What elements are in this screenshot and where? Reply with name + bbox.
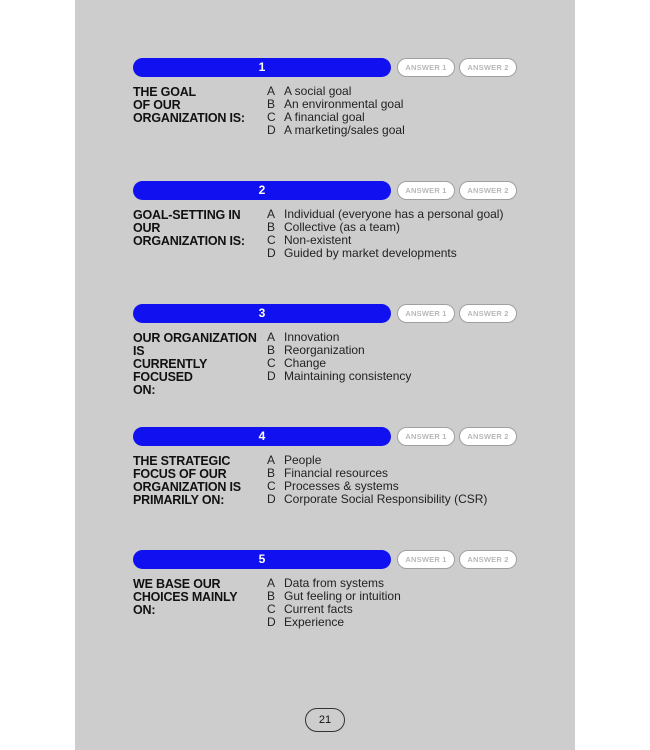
option-text: Experience — [284, 615, 345, 629]
option-letter: B — [267, 466, 276, 480]
option-text: Reorganization — [284, 343, 365, 357]
question-header — [133, 550, 533, 571]
question-number-bar: 2 — [133, 181, 391, 200]
question-header — [133, 304, 533, 325]
option-letter: D — [267, 246, 276, 260]
option-letter: C — [267, 602, 276, 616]
option-text: Guided by market developments — [284, 246, 457, 260]
option-letter: D — [267, 123, 276, 137]
option-text: Change — [284, 356, 327, 370]
option-d — [267, 247, 503, 260]
option-text: Financial resources — [284, 466, 389, 480]
option-letter: C — [267, 110, 276, 124]
question-number-bar: 5 — [133, 550, 391, 569]
question-3 — [133, 304, 533, 397]
answer-1-button[interactable]: ANSWER 1 — [397, 427, 455, 446]
options-list — [267, 85, 405, 137]
option-d — [267, 370, 411, 383]
question-header — [133, 58, 533, 79]
option-text: A financial goal — [284, 110, 365, 124]
answer-1-button[interactable]: ANSWER 1 — [397, 181, 455, 200]
answer-2-button[interactable]: ANSWER 2 — [459, 304, 517, 323]
option-text: Current facts — [284, 602, 353, 616]
option-d — [267, 616, 401, 629]
option-letter: A — [267, 576, 276, 590]
option-text: Maintaining consistency — [284, 369, 412, 383]
option-letter: D — [267, 492, 276, 506]
option-letter: A — [267, 330, 276, 344]
answer-2-button[interactable]: ANSWER 2 — [459, 58, 517, 77]
question-title: OUR ORGANIZATION IS CURRENTLY FOCUSED ON: — [133, 331, 257, 397]
option-letter: A — [267, 207, 276, 221]
answer-1-button[interactable]: ANSWER 1 — [397, 58, 455, 77]
option-text: A social goal — [284, 84, 352, 98]
option-text: Collective (as a team) — [284, 220, 401, 234]
question-title: GOAL-SETTING IN OUR ORGANIZATION IS: — [133, 208, 245, 248]
option-letter: B — [267, 97, 276, 111]
option-text: An environmental goal — [284, 97, 404, 111]
question-header — [133, 427, 533, 448]
answer-2-button[interactable]: ANSWER 2 — [459, 181, 517, 200]
question-5 — [133, 550, 533, 629]
options-list — [267, 577, 401, 629]
answer-1-button[interactable]: ANSWER 1 — [397, 304, 455, 323]
option-letter: C — [267, 356, 276, 370]
question-header — [133, 181, 533, 202]
option-d — [267, 124, 405, 137]
option-text: Processes & systems — [284, 479, 399, 493]
question-number-bar: 3 — [133, 304, 391, 323]
option-letter: B — [267, 220, 276, 234]
option-text: Individual (everyone has a personal goal) — [284, 207, 504, 221]
answer-2-button[interactable]: ANSWER 2 — [459, 427, 517, 446]
option-letter: C — [267, 479, 276, 493]
options-list — [267, 454, 487, 506]
question-number-bar: 4 — [133, 427, 391, 446]
option-letter: C — [267, 233, 276, 247]
option-text: A marketing/sales goal — [284, 123, 405, 137]
page-number: 21 — [305, 708, 345, 732]
question-title: THE GOAL OF OUR ORGANIZATION IS: — [133, 85, 245, 125]
option-letter: B — [267, 343, 276, 357]
option-text: Data from systems — [284, 576, 385, 590]
option-text: Corporate Social Responsibility (CSR) — [284, 492, 488, 506]
option-letter: A — [267, 84, 276, 98]
options-list — [267, 208, 503, 260]
options-list — [267, 331, 411, 383]
option-letter: A — [267, 453, 276, 467]
question-1 — [133, 58, 533, 137]
question-2 — [133, 181, 533, 260]
question-title: THE STRATEGIC FOCUS OF OUR ORGANIZATION IS PRIMARILY ON: — [133, 454, 241, 507]
option-text: Non-existent — [284, 233, 352, 247]
option-text: Gut feeling or intuition — [284, 589, 401, 603]
option-letter: D — [267, 369, 276, 383]
question-4 — [133, 427, 533, 507]
option-text: Innovation — [284, 330, 340, 344]
option-d — [267, 493, 487, 506]
option-letter: B — [267, 589, 276, 603]
question-title: WE BASE OUR CHOICES MAINLY ON: — [133, 577, 238, 617]
question-number-bar: 1 — [133, 58, 391, 77]
option-text: People — [284, 453, 322, 467]
answer-1-button[interactable]: ANSWER 1 — [397, 550, 455, 569]
answer-2-button[interactable]: ANSWER 2 — [459, 550, 517, 569]
option-letter: D — [267, 615, 276, 629]
